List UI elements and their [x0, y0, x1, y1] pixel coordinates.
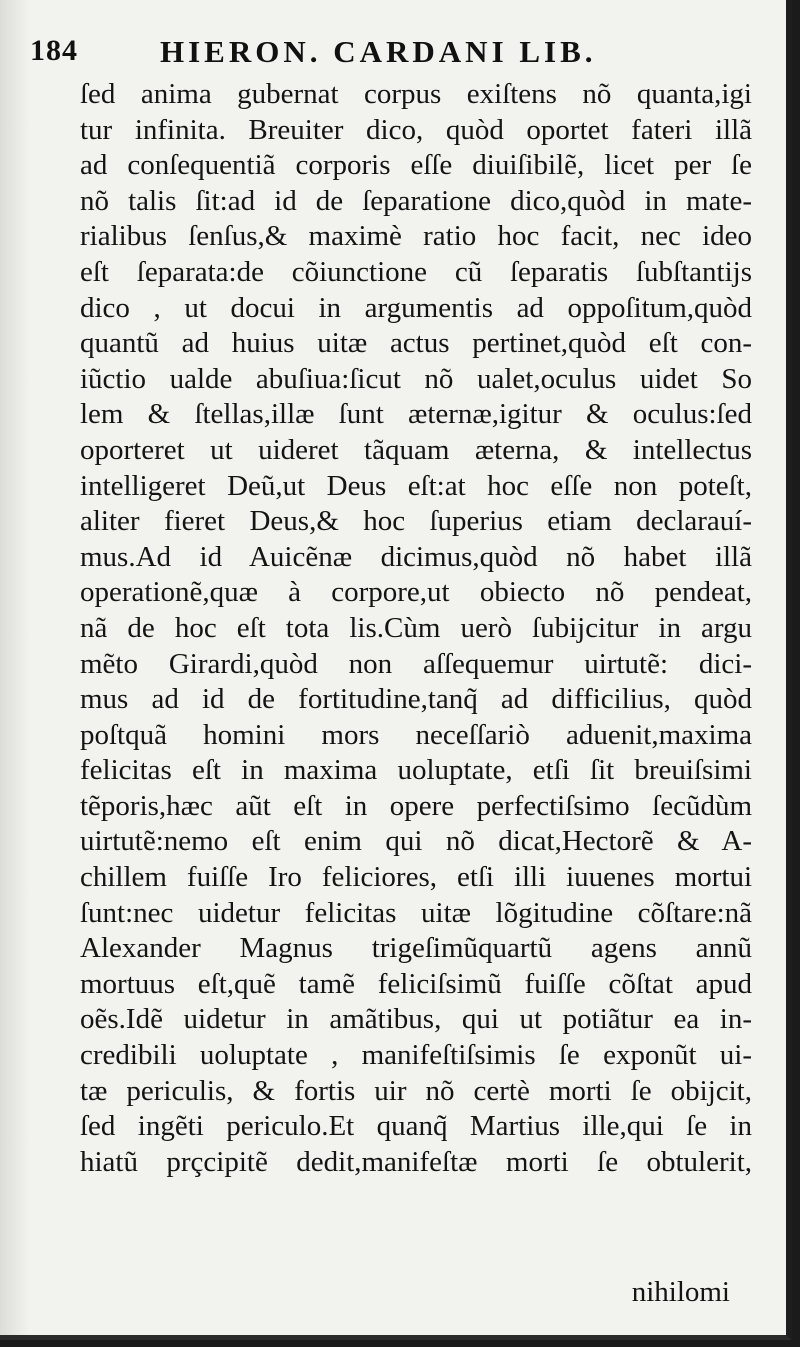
text-line: operationẽ,quæ à corpore,ut obiecto nõ pendeat,	[80, 576, 752, 609]
text-line: intelligeret Deũ,ut Deus eſt:at hoc eſſe non poteſt,	[80, 469, 752, 502]
text-line: tẽporis,hæc aũt eſt in opere perfectiſsimo ſecũdùm	[80, 789, 752, 822]
text-line: ſunt:nec uidetur felicitas uitæ lõgitudine cõſtare:nã	[80, 896, 752, 929]
body-text	[80, 77, 752, 1180]
text-line: mẽto Girardi,quòd non aſſequemur uirtutẽ: dici-	[80, 647, 752, 680]
text-line: quantũ ad huius uitæ actus pertinet,quòd eſt con-	[80, 327, 752, 360]
text-line: chillem fuiſſe Iro feliciores, etſi illi iuuenes mortui	[80, 861, 752, 894]
text-line: rialibus ſenſus,& maximè ratio hoc facit, nec ideo	[80, 220, 752, 253]
text-line: dico , ut docui in argumentis ad oppoſitum,quòd	[80, 291, 752, 324]
text-line: mus ad id de fortitudine,tanq̃ ad difficilius, quòd	[80, 683, 752, 716]
text-line: tæ periculis, & fortis uir nõ certè morti ſe obijcit,	[80, 1074, 752, 1107]
text-line: hiatũ prçcipitẽ dedit,manifeſtæ morti ſe obtulerit,	[80, 1145, 752, 1178]
text-line: oẽs.Idẽ uidetur in amãtibus, qui ut potiãtur ea in-	[80, 1003, 752, 1036]
running-head: HIERON. CARDANI LIB.	[160, 34, 597, 69]
text-line: ſed ingẽti periculo.Et quanq̃ Martius ille,qui ſe in	[80, 1110, 752, 1143]
text-line: uirtutẽ:nemo eſt enim qui nõ dicat,Hectorẽ & A-	[80, 825, 752, 858]
page-header	[30, 34, 670, 74]
text-line: oporteret ut uideret tãquam æterna, & intellectus	[80, 433, 752, 466]
text-line: aliter fieret Deus,& hoc ſuperius etiam declarauí-	[80, 505, 752, 538]
text-line: lem & ſtellas,illæ ſunt æternæ,igitur & oculus:ſed	[80, 398, 752, 431]
text-line: mortuus eſt,quẽ tamẽ feliciſsimũ fuiſſe cõſtat apud	[80, 967, 752, 1000]
text-line: tur infinita. Breuiter dico, quòd oportet fateri illã	[80, 113, 752, 146]
catchword: nihilomi	[631, 1276, 730, 1308]
text-line: Alexander Magnus trigeſimũquartũ agens annũ	[80, 932, 752, 965]
text-line: felicitas eſt in maxima uoluptate, etſi ſit breuiſsimi	[80, 754, 752, 787]
text-line: ad conſequentiã corporis eſſe diuiſibilẽ, licet per ſe	[80, 149, 752, 182]
page-number: 184	[30, 34, 78, 67]
text-line: iũctio ualde abuſiua:ſicut nõ ualet,oculus uidet So	[80, 362, 752, 395]
text-line: nã de hoc eſt tota lis.Cùm uerò ſubijcitur in argu	[80, 611, 752, 644]
text-line: nõ talis ſit:ad id de ſeparatione dico,quòd in mate-	[80, 184, 752, 217]
text-line: credibili uoluptate , manifeſtiſsimis ſe exponũt ui-	[80, 1039, 752, 1072]
text-line: ſed anima gubernat corpus exiſtens nõ quanta,igi	[80, 78, 752, 110]
text-line: mus.Ad id Auicẽnæ dicimus,quòd nõ habet illã	[80, 540, 752, 573]
text-line: poſtquã homini mors neceſſariò aduenit,maxima	[80, 718, 752, 751]
text-line: eſt ſeparata:de cõiunctione cũ ſeparatis ſubſtantijs	[80, 255, 752, 288]
